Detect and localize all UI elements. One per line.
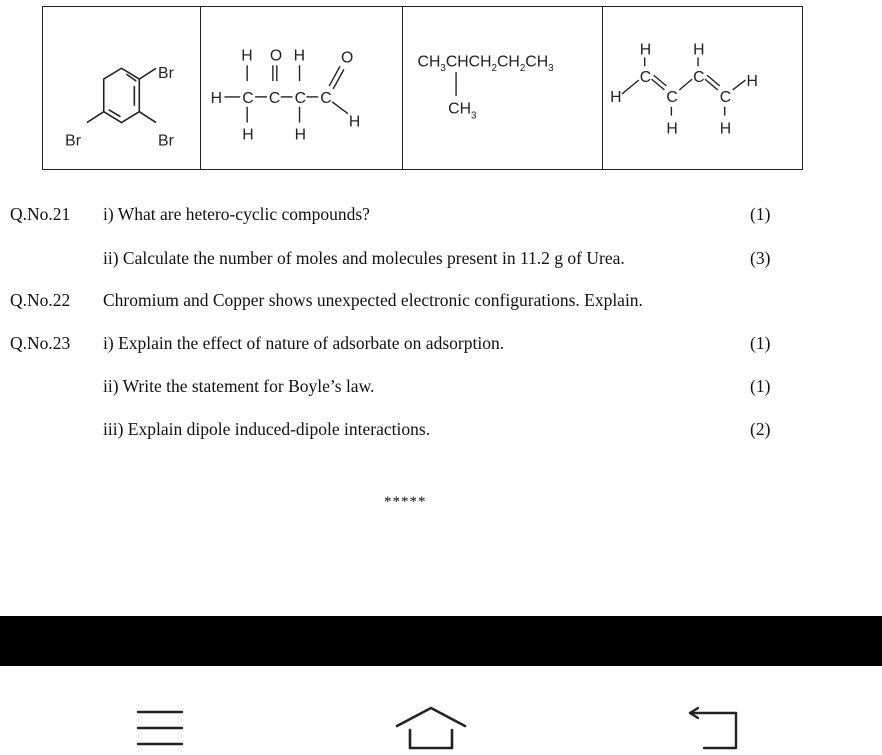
navigation-bar: [0, 666, 882, 755]
question-marks: (1): [750, 376, 771, 396]
question-marks: (1): [750, 333, 771, 353]
br-label-bottom-right: Br: [158, 132, 174, 150]
structure-butadiene: [603, 7, 802, 169]
br-label-left: Br: [65, 132, 81, 150]
main-p2: CHCH: [445, 53, 492, 71]
back-button[interactable]: [686, 704, 740, 752]
carbon-2: C: [666, 88, 678, 106]
chain-h: H: [210, 89, 223, 107]
condensed-formula-drawing: [403, 7, 602, 169]
question-row-23-ii: [0, 376, 882, 400]
question-number: Q.No.22: [10, 290, 71, 310]
top-h-1: H: [241, 47, 253, 65]
top-o: O: [269, 47, 283, 65]
chain-c-3: C: [294, 89, 307, 107]
branch-p1: CH: [448, 100, 471, 118]
structure-aldehyde: [201, 7, 403, 169]
question-row-22: [0, 290, 882, 314]
question-text: ii) Write the statement for Boyle’s law.: [103, 376, 375, 396]
question-row-21-i: [0, 204, 882, 228]
carbon-3: C: [693, 69, 705, 87]
bottom-h-2: H: [719, 120, 732, 138]
question-text: iii) Explain dipole induced-dipole interactions.: [103, 419, 431, 439]
question-text: i) What are hetero-cyclic compounds?: [103, 204, 370, 224]
question-row-21-ii: [0, 248, 882, 272]
butadiene-drawing: [603, 7, 802, 169]
question-row-23-i: [0, 333, 882, 357]
branch-s1: 3: [470, 110, 477, 122]
branch-formula: [448, 101, 477, 122]
end-stars: *****: [384, 494, 427, 510]
question-marks: (2): [750, 419, 771, 439]
question-row-23-iii: [0, 419, 882, 443]
recent-apps-button[interactable]: [134, 704, 186, 752]
bottom-h-2: H: [294, 126, 307, 144]
main-p3: CH: [496, 53, 520, 71]
main-s2: 2: [491, 63, 497, 75]
bottom-h-1: H: [242, 126, 254, 144]
left-h: H: [610, 88, 622, 106]
structure-tribromobenzene: [43, 7, 201, 169]
top-h-2: H: [293, 47, 306, 65]
top-h-2: H: [693, 41, 705, 59]
main-chain-formula: [418, 53, 555, 74]
back-icon: [686, 704, 740, 752]
br-label-top: Br: [158, 65, 174, 83]
home-button[interactable]: [394, 704, 468, 752]
black-band: [0, 616, 882, 666]
right-h: H: [746, 73, 758, 91]
main-s3: 2: [519, 63, 526, 75]
main-s4: 3: [548, 63, 554, 75]
aldehyde-drawing: [201, 7, 402, 169]
question-text: i) Explain the effect of nature of adsorbate on adsorption.: [103, 333, 505, 353]
question-text: Chromium and Copper shows unexpected electronic configurations. Explain.: [103, 290, 643, 310]
question-number: Q.No.23: [10, 333, 71, 353]
bottom-h-1: H: [666, 120, 678, 138]
structures-table: [42, 6, 803, 170]
top-o-aldehyde: O: [341, 49, 354, 67]
question-number: Q.No.21: [10, 204, 71, 224]
tribromobenzene-drawing: [43, 7, 200, 169]
carbon-4: C: [719, 88, 732, 106]
chain-c-4: C: [320, 89, 332, 107]
structure-condensed-formula: [403, 7, 603, 169]
main-p1: CH: [417, 53, 441, 71]
question-marks: (1): [750, 204, 771, 224]
top-h-1: H: [639, 41, 652, 59]
chain-c-1: C: [242, 89, 254, 107]
question-text: ii) Calculate the number of moles and molecules present in 11.2 g of Urea.: [103, 248, 625, 268]
home-icon: [394, 704, 468, 752]
question-marks: (3): [750, 248, 771, 268]
carbon-1: C: [639, 69, 652, 87]
chain-c-2: C: [268, 89, 281, 107]
main-p4: CH: [525, 53, 549, 71]
recent-apps-icon: [134, 704, 186, 752]
side-h: H: [348, 113, 361, 131]
main-s1: 3: [440, 63, 446, 75]
